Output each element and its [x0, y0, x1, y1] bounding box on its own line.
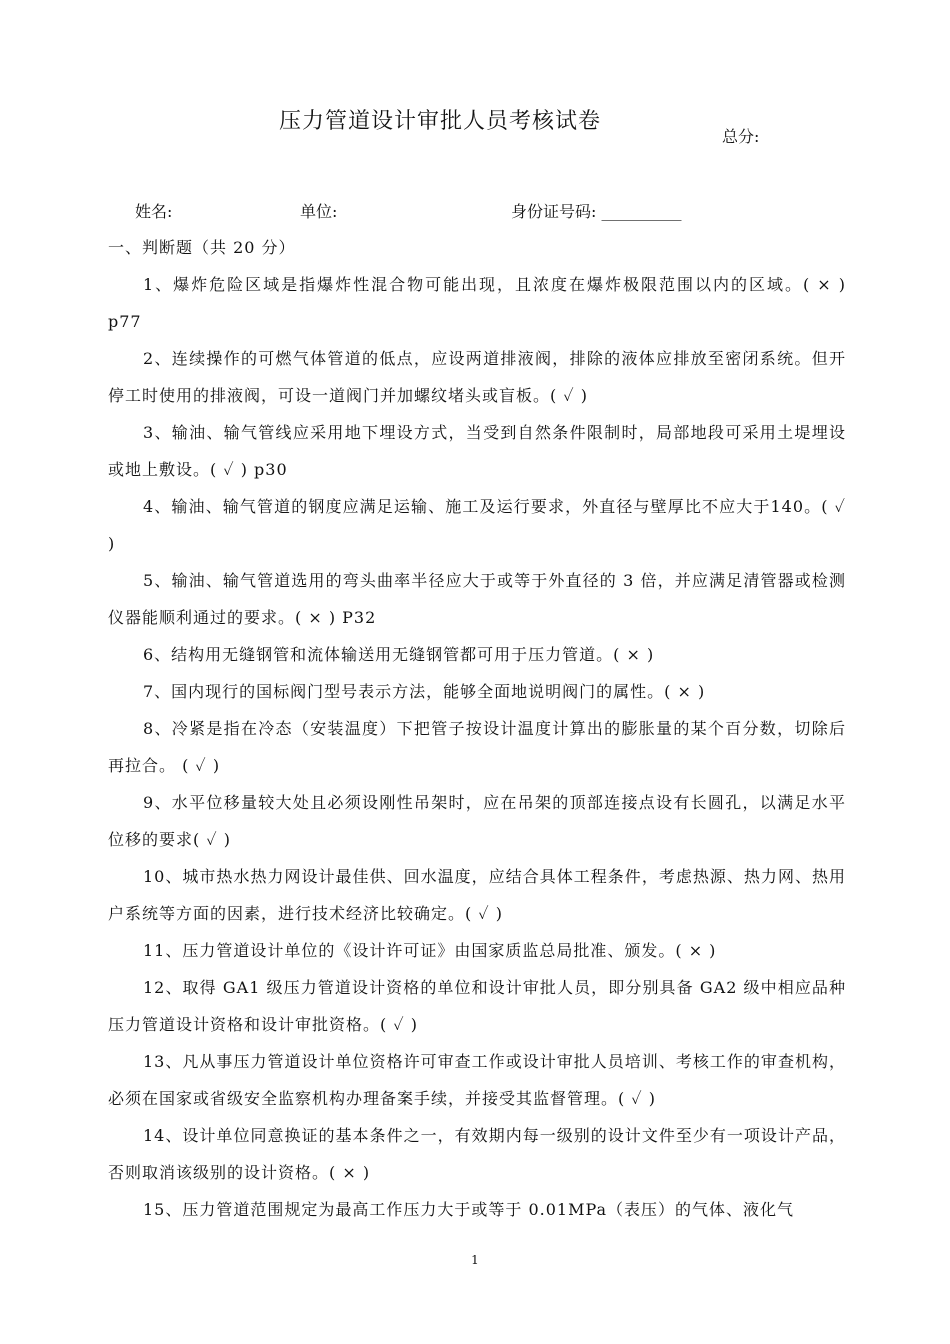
question-item: 11、压力管道设计单位的《设计许可证》由国家质监总局批准、颁发。( × ) [143, 941, 717, 960]
id-number-label: 身份证号码: __________ [511, 202, 682, 221]
question-item: 6、结构用无缝钢管和流体输送用无缝钢管都可用于压力管道。( × ) [143, 645, 655, 664]
question-item: 15、压力管道范围规定为最高工作压力大于或等于 0.01MPa（表压）的气体、液化气 [143, 1200, 795, 1219]
page-number: 1 [471, 1253, 479, 1267]
question-item: 10、城市热水热力网设计最佳供、回水温度，应结合具体工程条件，考虑热源、热力网、热用户系统等方面的因素，进行技术经济比较确定。( ✓ ) [108, 867, 846, 923]
question-item: 2、连续操作的可燃气体管道的低点，应设两道排液阀，排除的液体应排放至密闭系统。但开停工时使用的排液阀，可设一道阀门并加螺纹堵头或盲板。( ✓ ) [108, 349, 846, 405]
question-item: 8、冷紧是指在冷态（安装温度）下把管子按设计温度计算出的膨胀量的某个百分数，切除后再拉合。 ( ✓ ) [108, 719, 846, 775]
section-heading: 一、判断题（共 20 分） [108, 238, 296, 257]
question-item: 12、取得 GA1 级压力管道设计资格的单位和设计审批人员，即分别具备 GA2 级中相应品种压力管道设计资格和设计审批资格。( ✓ ) [108, 978, 846, 1034]
question-item: 7、国内现行的国标阀门型号表示方法，能够全面地说明阀门的属性。( × ) [143, 682, 706, 701]
page-title: 压力管道设计审批人员考核试卷 [278, 109, 601, 134]
question-item: 1、爆炸危险区域是指爆炸性混合物可能出现，且浓度在爆炸极限范围以内的区域。( × ) p77 [108, 275, 846, 331]
total-score-label: 总分: [722, 127, 760, 146]
question-item: 14、设计单位同意换证的基本条件之一，有效期内每一级别的设计文件至少有一项设计产品，否则取消该级别的设计资格。( × ) [108, 1126, 846, 1182]
question-item: 9、水平位移量较大处且必须设刚性吊架时，应在吊架的顶部连接点设有长圆孔，以满足水平位移的要求( ✓ ) [108, 793, 846, 849]
question-item: 13、凡从事压力管道设计单位资格许可审查工作或设计审批人员培训、考核工作的审查机构，必须在国家或省级安全监察机构办理备案手续，并接受其监督管理。( ✓ ) [108, 1052, 846, 1108]
question-item: 5、输油、输气管道选用的弯头曲率半径应大于或等于外直径的 3 倍，并应满足清管器或检测仪器能顺利通过的要求。( × ) P32 [108, 571, 846, 627]
unit-label: 单位: [300, 202, 338, 221]
question-item: 4、输油、输气管道的钢度应满足运输、施工及运行要求，外直径与壁厚比不应大于140。( ✓ ) [108, 497, 846, 553]
name-label: 姓名: [135, 202, 173, 221]
question-item: 3、输油、输气管线应采用地下埋设方式，当受到自然条件限制时，局部地段可采用土堤埋设或地上敷设。( ✓ ) p30 [108, 423, 846, 479]
question-list [108, 266, 846, 1228]
